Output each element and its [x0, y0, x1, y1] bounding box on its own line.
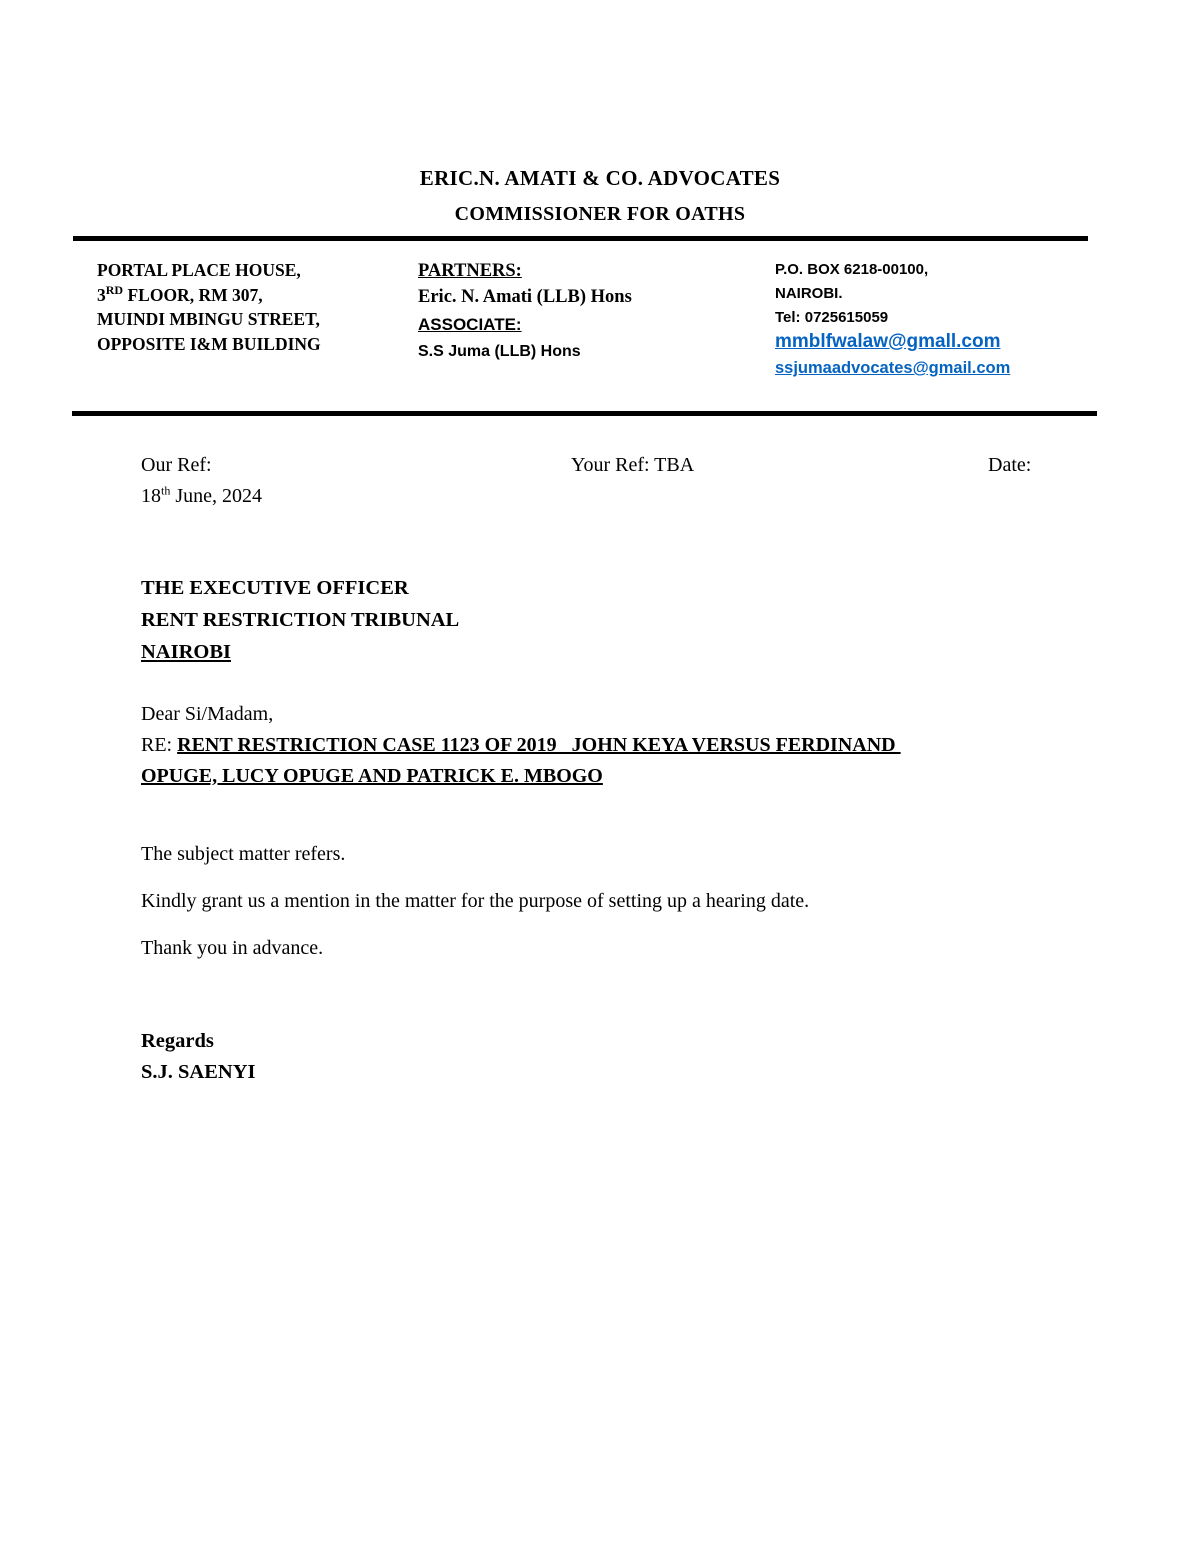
associate-heading: ASSOCIATE: [418, 315, 522, 334]
firm-subtitle: COMMISSIONER FOR OATHS [454, 203, 746, 225]
recipient-line-1: THE EXECUTIVE OFFICER [141, 577, 409, 599]
address-line-3: MUINDI MBINGU STREET, [97, 309, 320, 329]
body-paragraph-3: Thank you in advance. [141, 937, 324, 959]
contact-block [775, 258, 928, 330]
body-paragraph-1: The subject matter refers. [141, 843, 346, 865]
salutation: Dear Si/Madam, [141, 703, 274, 725]
bottom-rule [72, 411, 1097, 416]
po-box: P.O. BOX 6218-00100, [775, 261, 929, 278]
body-paragraph-2: Kindly grant us a mention in the matter for the purpose of setting up a hearing date. [141, 890, 810, 912]
address-line-4: OPPOSITE I&M BUILDING [97, 333, 321, 354]
address-line-1: PORTAL PLACE HOUSE, [97, 260, 301, 280]
partners-heading: PARTNERS: [418, 261, 522, 281]
partner-name: Eric. N. Amati (LLB) Hons [418, 287, 632, 307]
recipient-line-2: RENT RESTRICTION TRIBUNAL [141, 609, 460, 631]
subject-line-1: RE: RENT RESTRICTION CASE 1123 OF 2019 JOHN KEYA VERSUS FERDINAND [141, 734, 901, 756]
associate-name: S.S Juma (LLB) Hons [418, 343, 581, 360]
email-link-1[interactable]: mmblfwalaw@gmall.com [775, 331, 1001, 352]
letter-date: 18th June, 2024 [141, 483, 263, 507]
date-label: Date: [988, 454, 1032, 476]
signatory-name: S.J. SAENYI [141, 1061, 256, 1083]
our-ref: Our Ref: [141, 454, 212, 476]
closing-regards: Regards [141, 1030, 214, 1052]
telephone: Tel: 0725615059 [775, 309, 889, 326]
recipient-line-3: NAIROBI [141, 641, 231, 663]
city: NAIROBI. [775, 285, 843, 302]
your-ref: Your Ref: TBA [571, 454, 695, 476]
firm-address [97, 258, 321, 356]
top-rule [73, 236, 1088, 241]
email-link-2[interactable]: ssjumaadvocates@gmail.com [775, 359, 1011, 377]
address-line-2: 3RD FLOOR, RM 307, [97, 282, 263, 305]
subject-line-2: OPUGE, LUCY OPUGE AND PATRICK E. MBOGO [141, 765, 603, 787]
firm-name: ERIC.N. AMATI & CO. ADVOCATES [419, 166, 781, 190]
